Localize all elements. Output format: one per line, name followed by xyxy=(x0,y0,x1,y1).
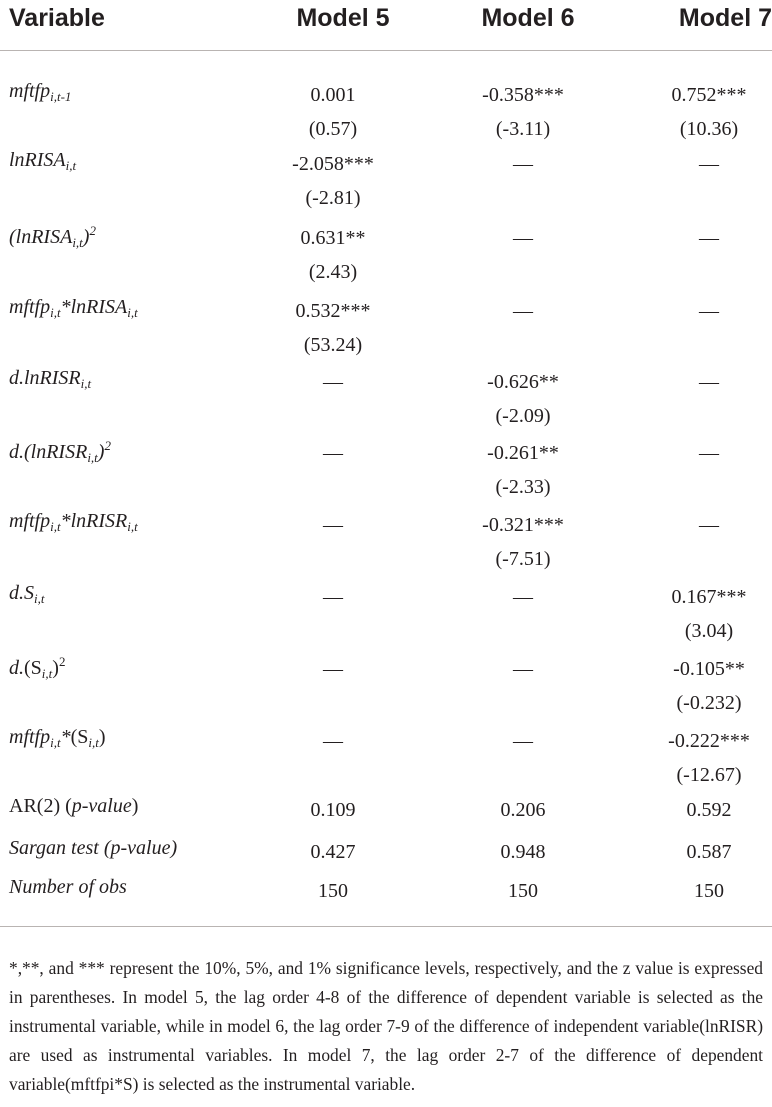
model7-cell: 0.752*** (10.36) xyxy=(671,84,747,140)
model6-cell: — xyxy=(513,153,533,175)
model6-cell: 150 xyxy=(508,880,538,902)
header-model7: Model 7 xyxy=(678,4,772,32)
row-label: $mftfp_{i,t}*(S_{i,t})$ xyxy=(9,726,106,750)
table-footnote: *,**, and *** represent the 10%, 5%, and 1% significance levels, respectively, and the z value is expressed in parentheses. In model 5, the lag order 4-8 of the difference of dependent variable is selected as the instrumental variable, while in model 6, the lag order 7-9 of the difference of independent variable(lnRISR) are used as instrumental variables. In model 7, the lag order 2-7 of the difference of dependent variable(mftfpi*S) is selected as the instrumental variable. xyxy=(9,958,763,1094)
model5-cell: — xyxy=(323,442,343,464)
footer-rule xyxy=(0,926,772,927)
model7-cell: — xyxy=(699,153,719,175)
model6-cell: -0.626** (-2.09) xyxy=(487,371,559,427)
model7-cell: — xyxy=(699,227,719,249)
model5-cell: — xyxy=(323,514,343,536)
row-label: d.(lnRISR$_{i,t}$)$^2$ xyxy=(9,438,111,465)
model5-cell: — xyxy=(323,371,343,393)
row-label: mftfp$_{i,t}$*lnRISA$_{i,t}$ xyxy=(9,296,138,320)
model6-cell: 0.948 xyxy=(500,841,546,863)
model7-cell: 0.587 xyxy=(686,841,732,863)
row-label: mftfp$_{i,t}$*lnRISR$_{i,t}$ xyxy=(9,510,138,534)
model7-cell: — xyxy=(699,442,719,464)
model7-cell: — xyxy=(699,514,719,536)
row-label: $d.(S_{i,t})^2$ xyxy=(9,654,66,681)
model6-cell: — xyxy=(513,730,533,752)
model5-cell: 0.109 xyxy=(310,799,356,821)
row-label: Sargan test (p-value) xyxy=(9,837,178,859)
header-model5: Model 5 xyxy=(296,4,390,32)
header-variable: Variable xyxy=(9,4,105,32)
model6-cell: — xyxy=(513,300,533,322)
model7-cell: 150 xyxy=(694,880,724,902)
model7-cell: — xyxy=(699,300,719,322)
row-label: d.lnRISR$_{i,t}$ xyxy=(9,367,92,391)
table-header xyxy=(0,0,772,50)
model6-cell: -0.321*** (-7.51) xyxy=(482,514,564,570)
model5-cell: 150 xyxy=(318,880,348,902)
header-rule xyxy=(0,50,772,51)
model5-cell: 0.001 (0.57) xyxy=(308,84,358,140)
model6-cell: 0.206 xyxy=(500,799,546,821)
model7-cell: -0.105** (-0.232) xyxy=(673,658,745,714)
model5-cell: 0.532*** (53.24) xyxy=(295,300,371,356)
row-label: Number of obs xyxy=(9,876,127,898)
model6-cell: — xyxy=(513,658,533,680)
row-label: AR(2) (p-value) xyxy=(9,795,139,817)
model5-cell: 0.427 xyxy=(310,841,356,863)
model5-cell: — xyxy=(323,658,343,680)
model6-cell: — xyxy=(513,227,533,249)
model7-cell: -0.222*** (-12.67) xyxy=(668,730,750,786)
model5-cell: — xyxy=(323,586,343,608)
model5-cell: — xyxy=(323,730,343,752)
model6-cell: -0.358*** (-3.11) xyxy=(482,84,564,140)
header-model6: Model 6 xyxy=(481,4,575,32)
row-label: (lnRISA$_{i,t}$)$^2$ xyxy=(9,223,96,250)
model7-cell: 0.167*** (3.04) xyxy=(671,586,747,642)
model7-cell: — xyxy=(699,371,719,393)
model5-cell: 0.631** (2.43) xyxy=(300,227,366,283)
model7-cell: 0.592 xyxy=(686,799,732,821)
row-label: $d.S_{i,t}$ xyxy=(9,582,45,606)
model6-cell: — xyxy=(513,586,533,608)
row-label: lnRISA$_{i,t}$ xyxy=(9,149,77,173)
model6-cell: -0.261** (-2.33) xyxy=(487,442,559,498)
row-label: mftfp$_{i,t-1}$ xyxy=(9,80,72,104)
model5-cell: -2.058*** (-2.81) xyxy=(292,153,374,209)
